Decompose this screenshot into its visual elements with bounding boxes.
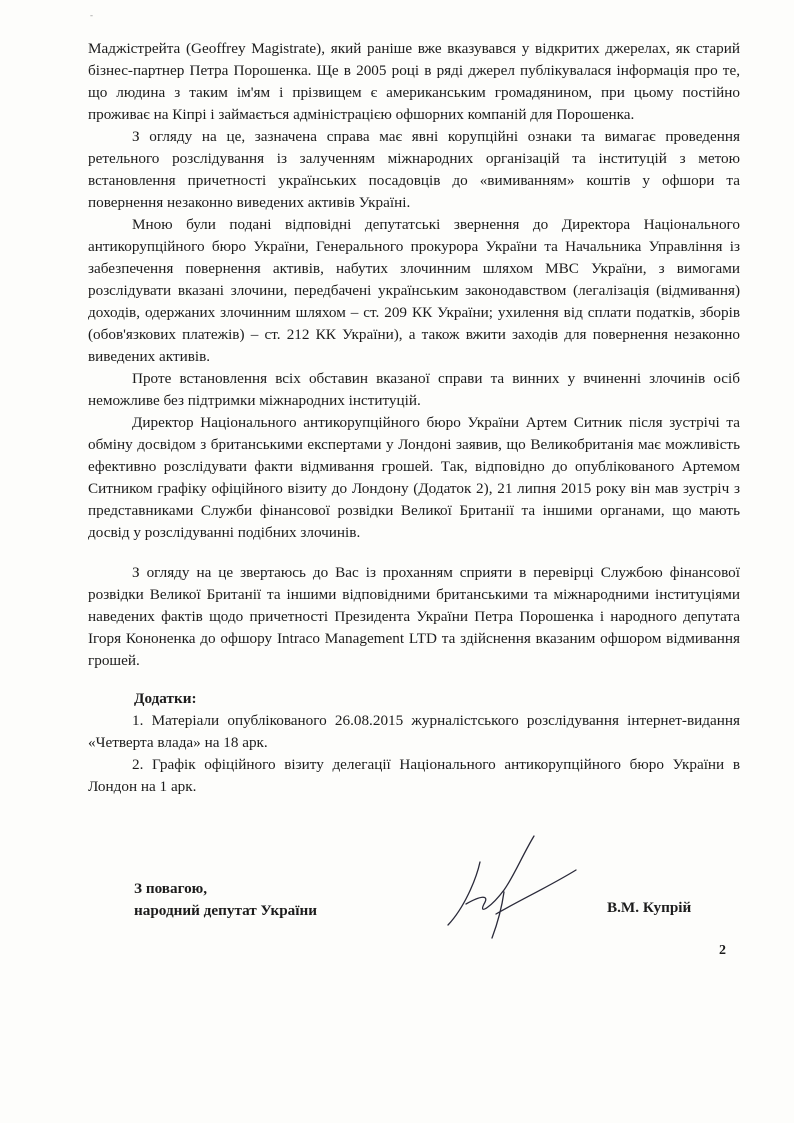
request-paragraph: З огляду на це звертаюсь до Вас із проханням сприяти в перевірці Службою фінансової розвідки Великої Британії та іншими відповідними британськими та міжнародними інституціями наведених фактів щодо причетності Президента України Петра Порошенка і народного депутата Ігоря Кононенка до офшору Intraco Management LTD та здійснення вказаним офшором відмивання грошей. bbox=[88, 564, 740, 669]
attachment-item: 2. Графік офіційного візиту делегації Національного антикорупційного бюро України в Лондон на 1 арк. bbox=[88, 756, 740, 795]
paragraph: Директор Національного антикорупційного бюро України Артем Ситник після зустрічі та обміну досвідом з британськими експертами у Лондоні заявив, що Великобританія має можливість ефективно розслідувати факти відмивання грошей. Так, відповідно до опублікованого Артемом Ситником графіку офіційного візиту до Лондону (Додаток 2), 21 липня 2015 року він мав зустріч з представниками Служби фінансової розвідки Великої Британії та іншими органами, що мають досвід у розслідуванні подібних злочинів. bbox=[88, 414, 740, 541]
attachments-heading: Додатки: bbox=[134, 690, 197, 707]
page-number: 2 bbox=[719, 943, 726, 958]
closing-block bbox=[134, 878, 317, 922]
signer-title: народний депутат України bbox=[134, 902, 317, 919]
signer-name: В.М. Купрій bbox=[607, 899, 692, 916]
paragraph: З огляду на це, зазначена справа має явні корупційні ознаки та вимагає проведення ретельного розслідування із залученням міжнародних організацій та інституцій з метою встановлення причетності українських посадовців до «вимиванням» коштів у офшори та повернення незаконно виведених активів Україні. bbox=[88, 128, 740, 211]
paragraph: Проте встановлення всіх обставин вказаної справи та винних у вчиненні злочинів осіб неможливе без підтримки міжнародних інституцій. bbox=[88, 370, 740, 409]
closing-salutation: З повагою, bbox=[134, 880, 208, 897]
paragraph: Мною були подані відповідні депутатські звернення до Директора Національного антикорупційного бюро України, Генерального прокурора України та Начальника Управління із забезпечення повернення активів, набутих злочинним шляхом МВС України, з вимогами розслідувати вказані злочини, передбачені українським законодавством (легалізація (відмивання) доходів, одержаних злочинним шляхом – ст. 209 КК України; ухилення від сплати податків, зборів (обов'язкових платежів) – ст. 212 КК України), а також вжити заходів для повернення незаконно виведених активів. bbox=[88, 216, 740, 365]
handwritten-signature bbox=[440, 830, 580, 940]
scan-mark: - bbox=[90, 10, 93, 20]
paragraph-continuation: Маджістрейта (Geoffrey Magistrate), який раніше вже вказувався у відкритих джерелах, як старий бізнес-партнер Петра Порошенка. Ще в 2005 році в ряді джерел публікувалася інформація про те, що людина з таким ім'ям і прізвищем є американським громадянином, при цьому постійно проживає на Кіпрі і займається адміністрацією офшорних компаній для Порошенка. bbox=[88, 40, 740, 123]
attachment-item: 1. Матеріали опублікованого 26.08.2015 журналістського розслідування інтернет-видання «Четверта влада» на 18 арк. bbox=[88, 712, 740, 751]
document-body bbox=[88, 38, 740, 798]
